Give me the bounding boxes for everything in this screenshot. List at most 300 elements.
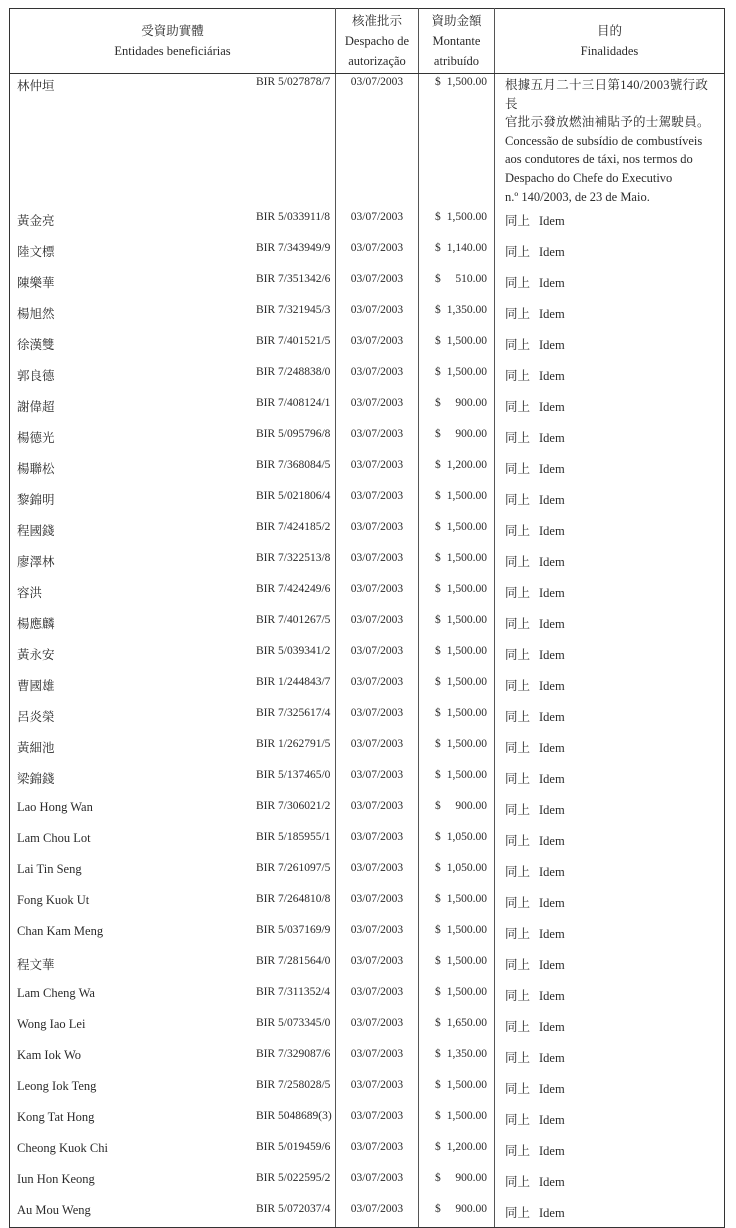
purpose-cell — [495, 981, 725, 1012]
bir-number: BIR 7/351342/6 — [256, 273, 331, 286]
dispatch-date: 03/07/2003 — [336, 1074, 419, 1105]
amount-cell — [419, 1167, 495, 1198]
dispatch-date: 03/07/2003 — [336, 1198, 419, 1228]
idem-pt: Idem — [539, 1113, 565, 1128]
dispatch-date: 03/07/2003 — [336, 702, 419, 733]
header-dispatch-zh: 核准批示 — [351, 14, 402, 28]
table-row — [10, 454, 725, 485]
purpose-cell — [495, 330, 725, 361]
amount-value: 1,500.00 — [446, 583, 487, 596]
beneficiary-name: 梁錦錢 — [17, 772, 55, 787]
beneficiary-name: 廖澤林 — [17, 555, 55, 570]
amount-cell — [419, 733, 495, 764]
amount-value: 1,500.00 — [446, 521, 487, 534]
entity-cell — [10, 640, 336, 671]
entity-cell — [10, 74, 336, 207]
idem-pt: Idem — [539, 369, 565, 384]
entity-cell — [10, 950, 336, 981]
dispatch-date: 03/07/2003 — [336, 330, 419, 361]
amount-value: 900.00 — [455, 397, 487, 410]
idem-pt: Idem — [539, 617, 565, 632]
idem-zh: 同上 — [505, 710, 531, 725]
idem-pt: Idem — [539, 989, 565, 1004]
idem-pt: Idem — [539, 834, 565, 849]
bir-number: BIR 7/408124/1 — [256, 397, 331, 410]
idem-zh: 同上 — [505, 803, 531, 818]
beneficiary-name: 黃永安 — [17, 648, 55, 663]
idem-zh: 同上 — [505, 1206, 531, 1221]
amount-value: 1,500.00 — [446, 676, 487, 689]
table-row — [10, 640, 725, 671]
beneficiary-name: Lam Chou Lot — [17, 831, 91, 846]
bir-number: BIR 5/033911/8 — [256, 211, 331, 224]
idem-pt: Idem — [539, 1206, 565, 1221]
amount-cell — [419, 423, 495, 454]
entity-cell — [10, 299, 336, 330]
header-dispatch — [336, 9, 419, 74]
idem-zh: 同上 — [505, 431, 531, 446]
currency-symbol: $ — [435, 366, 441, 379]
purpose-cell — [495, 950, 725, 981]
entity-cell — [10, 361, 336, 392]
currency-symbol: $ — [435, 645, 441, 658]
bir-number: BIR 5/073345/0 — [256, 1017, 331, 1030]
purpose-line-zh-1: 根據五月二十三日第140/2003號行政長 — [505, 78, 709, 111]
header-amount-pt-2: atribuído — [433, 54, 480, 68]
idem-zh: 同上 — [505, 1020, 531, 1035]
dispatch-date: 03/07/2003 — [336, 1043, 419, 1074]
currency-symbol: $ — [435, 583, 441, 596]
beneficiary-name: 楊旭然 — [17, 307, 55, 322]
dispatch-date: 03/07/2003 — [336, 857, 419, 888]
entity-cell — [10, 919, 336, 950]
currency-symbol: $ — [435, 1079, 441, 1092]
currency-symbol: $ — [435, 955, 441, 968]
entity-cell — [10, 1167, 336, 1198]
entity-cell — [10, 733, 336, 764]
amount-value: 1,140.00 — [446, 242, 487, 255]
idem-pt: Idem — [539, 1020, 565, 1035]
dispatch-date: 03/07/2003 — [336, 237, 419, 268]
table-row — [10, 764, 725, 795]
entity-cell — [10, 237, 336, 268]
idem-pt: Idem — [539, 524, 565, 539]
currency-symbol: $ — [435, 707, 441, 720]
beneficiary-name: 楊應麟 — [17, 617, 55, 632]
amount-cell — [419, 516, 495, 547]
dispatch-date: 03/07/2003 — [336, 1012, 419, 1043]
table-header — [10, 9, 725, 74]
beneficiary-name: 程文華 — [17, 958, 55, 973]
subsidy-table — [9, 8, 725, 1228]
table-row — [10, 74, 725, 207]
currency-symbol: $ — [435, 521, 441, 534]
entity-cell — [10, 888, 336, 919]
currency-symbol: $ — [435, 490, 441, 503]
amount-value: 1,500.00 — [446, 769, 487, 782]
idem-pt: Idem — [539, 679, 565, 694]
purpose-cell — [495, 1198, 725, 1228]
dispatch-date: 03/07/2003 — [336, 950, 419, 981]
idem-pt: Idem — [539, 1082, 565, 1097]
currency-symbol: $ — [435, 1141, 441, 1154]
bir-number: BIR 7/322513/8 — [256, 552, 331, 565]
header-amount-pt-1: Montante — [432, 34, 481, 48]
dispatch-date: 03/07/2003 — [336, 268, 419, 299]
purpose-cell — [495, 733, 725, 764]
purpose-cell — [495, 547, 725, 578]
purpose-cell — [495, 392, 725, 423]
amount-value: 1,500.00 — [446, 893, 487, 906]
purpose-cell — [495, 764, 725, 795]
table-row — [10, 671, 725, 702]
dispatch-date: 03/07/2003 — [336, 516, 419, 547]
beneficiary-name: Fong Kuok Ut — [17, 893, 90, 908]
purpose-line-pt-2: aos condutores de táxi, nos termos do — [505, 152, 693, 167]
idem-zh: 同上 — [505, 276, 531, 291]
beneficiary-name: Chan Kam Meng — [17, 924, 104, 939]
table-row — [10, 826, 725, 857]
dispatch-date: 03/07/2003 — [336, 1167, 419, 1198]
idem-zh: 同上 — [505, 617, 531, 632]
idem-pt: Idem — [539, 1051, 565, 1066]
idem-pt: Idem — [539, 555, 565, 570]
entity-cell — [10, 547, 336, 578]
purpose-cell — [495, 1105, 725, 1136]
bir-number: BIR 5/037169/9 — [256, 924, 331, 937]
bir-number: BIR 7/261097/5 — [256, 862, 331, 875]
bir-number: BIR 7/248838/0 — [256, 366, 331, 379]
currency-symbol: $ — [435, 614, 441, 627]
purpose-cell — [495, 206, 725, 237]
beneficiary-name: Cheong Kuok Chi — [17, 1141, 108, 1156]
amount-cell — [419, 74, 495, 207]
amount-value: 1,500.00 — [446, 955, 487, 968]
dispatch-date: 03/07/2003 — [336, 1136, 419, 1167]
idem-zh: 同上 — [505, 741, 531, 756]
currency-symbol: $ — [435, 831, 441, 844]
amount-cell — [419, 1012, 495, 1043]
beneficiary-name: Wong Iao Lei — [17, 1017, 86, 1032]
amount-value: 1,500.00 — [446, 924, 487, 937]
idem-zh: 同上 — [505, 927, 531, 942]
beneficiary-name: Kam Iok Wo — [17, 1048, 82, 1063]
bir-number: BIR 7/368084/5 — [256, 459, 331, 472]
idem-zh: 同上 — [505, 1113, 531, 1128]
entity-cell — [10, 702, 336, 733]
currency-symbol: $ — [435, 397, 441, 410]
entity-cell — [10, 857, 336, 888]
idem-zh: 同上 — [505, 1051, 531, 1066]
amount-cell — [419, 578, 495, 609]
idem-zh: 同上 — [505, 1144, 531, 1159]
currency-symbol: $ — [435, 1017, 441, 1030]
idem-zh: 同上 — [505, 1082, 531, 1097]
bir-number: BIR 5/072037/4 — [256, 1203, 331, 1216]
beneficiary-name: 陸文標 — [17, 245, 55, 260]
idem-zh: 同上 — [505, 307, 531, 322]
idem-pt: Idem — [539, 1144, 565, 1159]
bir-number: BIR 7/424185/2 — [256, 521, 331, 534]
dispatch-date: 03/07/2003 — [336, 826, 419, 857]
table-row — [10, 1136, 725, 1167]
idem-zh: 同上 — [505, 772, 531, 787]
amount-value: 900.00 — [455, 1203, 487, 1216]
idem-pt: Idem — [539, 772, 565, 787]
amount-cell — [419, 1043, 495, 1074]
purpose-line-pt-1: Concessão de subsídio de combustíveis — [505, 133, 703, 148]
table-row — [10, 1012, 725, 1043]
amount-cell — [419, 454, 495, 485]
beneficiary-name: 程國錢 — [17, 524, 55, 539]
header-entities — [10, 9, 336, 74]
entity-cell — [10, 516, 336, 547]
purpose-cell — [495, 578, 725, 609]
table-row — [10, 1167, 725, 1198]
amount-value: 1,050.00 — [446, 831, 487, 844]
idem-pt: Idem — [539, 958, 565, 973]
purpose-cell — [495, 795, 725, 826]
beneficiary-name: Kong Tat Hong — [17, 1110, 95, 1125]
currency-symbol: $ — [435, 428, 441, 441]
amount-value: 900.00 — [455, 1172, 487, 1185]
dispatch-date: 03/07/2003 — [336, 733, 419, 764]
amount-value: 1,350.00 — [446, 304, 487, 317]
table-row — [10, 1074, 725, 1105]
idem-zh: 同上 — [505, 493, 531, 508]
amount-value: 1,500.00 — [446, 552, 487, 565]
amount-cell — [419, 206, 495, 237]
amount-cell — [419, 981, 495, 1012]
amount-cell — [419, 299, 495, 330]
purpose-cell — [495, 857, 725, 888]
currency-symbol: $ — [435, 893, 441, 906]
idem-pt: Idem — [539, 586, 565, 601]
amount-value: 1,200.00 — [446, 1141, 487, 1154]
dispatch-date: 03/07/2003 — [336, 888, 419, 919]
amount-value: 1,500.00 — [446, 738, 487, 751]
entity-cell — [10, 330, 336, 361]
beneficiary-name: Iun Hon Keong — [17, 1172, 95, 1187]
idem-pt: Idem — [539, 648, 565, 663]
idem-pt: Idem — [539, 307, 565, 322]
idem-zh: 同上 — [505, 338, 531, 353]
dispatch-date: 03/07/2003 — [336, 609, 419, 640]
bir-number: BIR 1/244843/7 — [256, 676, 331, 689]
table-row — [10, 981, 725, 1012]
beneficiary-name: 黃細池 — [17, 741, 55, 756]
table-row — [10, 392, 725, 423]
currency-symbol: $ — [435, 924, 441, 937]
bir-number: BIR 7/329087/6 — [256, 1048, 331, 1061]
purpose-line-zh-2: 官批示發放燃油補貼予的士駕駛員。 — [505, 115, 710, 130]
table-row — [10, 268, 725, 299]
idem-zh: 同上 — [505, 958, 531, 973]
dispatch-date: 03/07/2003 — [336, 74, 419, 207]
dispatch-date: 03/07/2003 — [336, 671, 419, 702]
beneficiary-name: Au Mou Weng — [17, 1203, 91, 1218]
currency-symbol: $ — [435, 335, 441, 348]
dispatch-date: 03/07/2003 — [336, 640, 419, 671]
currency-symbol: $ — [435, 800, 441, 813]
idem-zh: 同上 — [505, 214, 531, 229]
amount-value: 1,500.00 — [446, 76, 487, 88]
amount-cell — [419, 237, 495, 268]
purpose-cell — [495, 1043, 725, 1074]
entity-cell — [10, 795, 336, 826]
currency-symbol: $ — [435, 862, 441, 875]
idem-zh: 同上 — [505, 1175, 531, 1190]
idem-pt: Idem — [539, 927, 565, 942]
beneficiary-name: 楊德光 — [17, 431, 55, 446]
purpose-cell — [495, 888, 725, 919]
amount-cell — [419, 268, 495, 299]
idem-zh: 同上 — [505, 462, 531, 477]
purpose-cell — [495, 609, 725, 640]
header-amount-zh: 資助金額 — [431, 14, 482, 28]
idem-pt: Idem — [539, 276, 565, 291]
amount-value: 1,200.00 — [446, 459, 487, 472]
purpose-cell — [495, 268, 725, 299]
idem-pt: Idem — [539, 1175, 565, 1190]
amount-cell — [419, 330, 495, 361]
table-row — [10, 733, 725, 764]
currency-symbol: $ — [435, 273, 441, 286]
amount-value: 1,500.00 — [446, 986, 487, 999]
entity-cell — [10, 485, 336, 516]
table-row — [10, 1105, 725, 1136]
currency-symbol: $ — [435, 211, 441, 224]
amount-cell — [419, 1198, 495, 1228]
bir-number: BIR 7/424249/6 — [256, 583, 331, 596]
entity-cell — [10, 423, 336, 454]
amount-cell — [419, 609, 495, 640]
purpose-cell — [495, 237, 725, 268]
purpose-cell — [495, 671, 725, 702]
table-row — [10, 609, 725, 640]
entity-cell — [10, 671, 336, 702]
amount-cell — [419, 795, 495, 826]
bir-number: BIR 1/262791/5 — [256, 738, 331, 751]
dispatch-date: 03/07/2003 — [336, 764, 419, 795]
bir-number: BIR 5/185955/1 — [256, 831, 331, 844]
header-purpose-zh: 目的 — [596, 24, 622, 38]
amount-cell — [419, 485, 495, 516]
amount-cell — [419, 361, 495, 392]
amount-value: 900.00 — [455, 428, 487, 441]
beneficiary-name: 黃金亮 — [17, 214, 55, 229]
dispatch-date: 03/07/2003 — [336, 981, 419, 1012]
table-row — [10, 857, 725, 888]
purpose-cell — [495, 485, 725, 516]
purpose-cell — [495, 640, 725, 671]
bir-number: BIR 5/137465/0 — [256, 769, 331, 782]
amount-cell — [419, 764, 495, 795]
dispatch-date: 03/07/2003 — [336, 547, 419, 578]
bir-number: BIR 5048689(3) — [256, 1110, 332, 1123]
amount-cell — [419, 826, 495, 857]
idem-pt: Idem — [539, 741, 565, 756]
entity-cell — [10, 1074, 336, 1105]
purpose-cell — [495, 454, 725, 485]
purpose-cell — [495, 516, 725, 547]
entity-cell — [10, 454, 336, 485]
beneficiary-name: Lai Tin Seng — [17, 862, 82, 877]
amount-value: 1,500.00 — [446, 490, 487, 503]
amount-cell — [419, 392, 495, 423]
dispatch-date: 03/07/2003 — [336, 919, 419, 950]
amount-value: 1,500.00 — [446, 707, 487, 720]
purpose-cell — [495, 1012, 725, 1043]
idem-pt: Idem — [539, 462, 565, 477]
table-row — [10, 299, 725, 330]
purpose-cell — [495, 1136, 725, 1167]
beneficiary-name: 林仲垣 — [17, 79, 55, 93]
dispatch-date: 03/07/2003 — [336, 454, 419, 485]
idem-pt: Idem — [539, 865, 565, 880]
idem-zh: 同上 — [505, 586, 531, 601]
table-row — [10, 237, 725, 268]
header-purpose-pt: Finalidades — [580, 44, 639, 58]
table-row — [10, 485, 725, 516]
purpose-line-pt-3: Despacho do Chefe do Executivo — [505, 170, 673, 185]
entity-cell — [10, 609, 336, 640]
bir-number: BIR 7/306021/2 — [256, 800, 331, 813]
table-row — [10, 547, 725, 578]
bir-number: BIR 7/401267/5 — [256, 614, 331, 627]
table-row — [10, 950, 725, 981]
purpose-cell — [495, 826, 725, 857]
currency-symbol: $ — [435, 1203, 441, 1216]
bir-number: BIR 7/401521/5 — [256, 335, 331, 348]
idem-pt: Idem — [539, 400, 565, 415]
dispatch-date: 03/07/2003 — [336, 485, 419, 516]
table-row — [10, 516, 725, 547]
amount-cell — [419, 671, 495, 702]
purpose-cell — [495, 702, 725, 733]
purpose-cell — [495, 1167, 725, 1198]
idem-zh: 同上 — [505, 679, 531, 694]
table-row — [10, 578, 725, 609]
beneficiary-name: 曹國雄 — [17, 679, 55, 694]
dispatch-date: 03/07/2003 — [336, 392, 419, 423]
header-dispatch-pt-1: Despacho de — [344, 34, 410, 48]
currency-symbol: $ — [435, 1110, 441, 1123]
beneficiary-name: 郭良德 — [17, 369, 55, 384]
header-purpose — [495, 9, 725, 74]
amount-value: 1,500.00 — [446, 614, 487, 627]
idem-pt: Idem — [539, 710, 565, 725]
beneficiary-name: 謝偉超 — [17, 400, 55, 415]
beneficiary-name: Lam Cheng Wa — [17, 986, 95, 1001]
purpose-cell — [495, 74, 725, 207]
header-entities-pt: Entidades beneficiárias — [114, 44, 231, 58]
amount-cell — [419, 857, 495, 888]
amount-cell — [419, 919, 495, 950]
bir-number: BIR 5/027878/7 — [256, 76, 331, 88]
table-row — [10, 1043, 725, 1074]
table-row — [10, 361, 725, 392]
bir-number: BIR 7/281564/0 — [256, 955, 331, 968]
entity-cell — [10, 578, 336, 609]
idem-zh: 同上 — [505, 989, 531, 1004]
amount-cell — [419, 547, 495, 578]
amount-cell — [419, 950, 495, 981]
amount-value: 510.00 — [455, 273, 487, 286]
bir-number: BIR 7/321945/3 — [256, 304, 331, 317]
currency-symbol: $ — [435, 459, 441, 472]
entity-cell — [10, 1105, 336, 1136]
